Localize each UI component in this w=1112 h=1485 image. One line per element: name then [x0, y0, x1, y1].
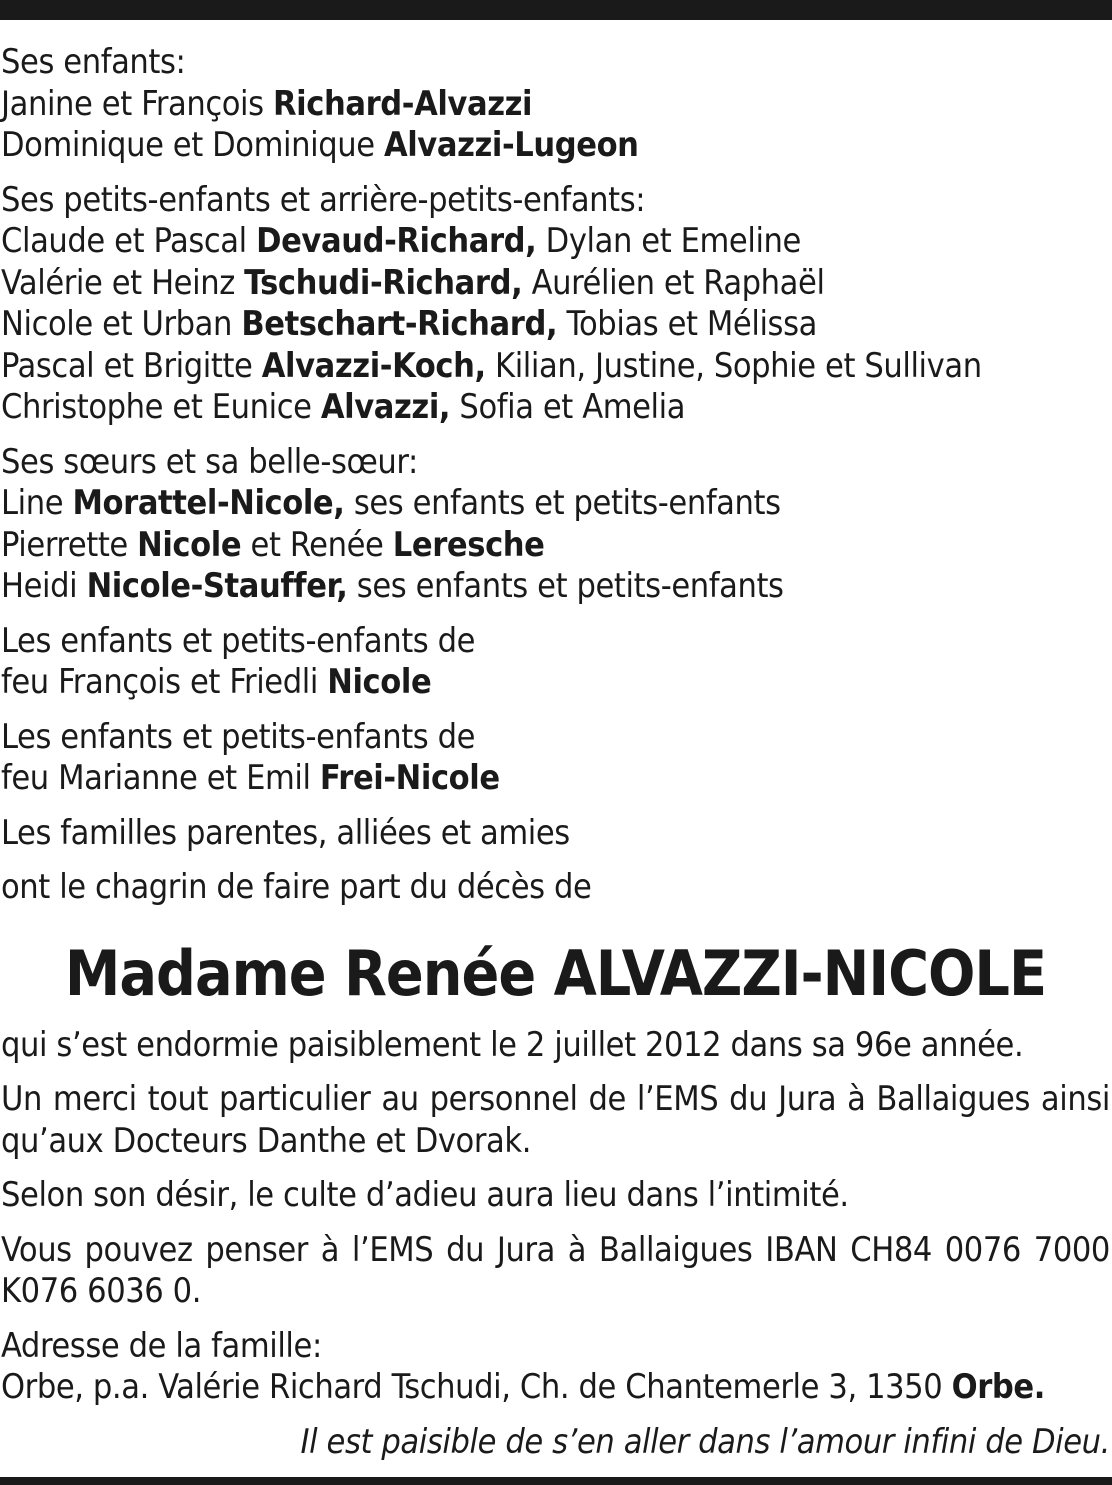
family-name: Alvazzi-Koch, — [261, 345, 486, 386]
family-line — [1, 483, 1110, 525]
family-line — [1, 221, 1110, 263]
given-names: feu Marianne et Emil — [1, 758, 320, 798]
children-names: Kilian, Justine, Sophie et Sullivan — [485, 345, 982, 386]
families-line: Les familles parentes, alliées et amies — [1, 812, 570, 853]
family-line — [1, 84, 1110, 126]
section-heading: Ses sœurs et sa belle-sœur: — [1, 441, 418, 482]
family-line — [1, 566, 1110, 608]
given-names: et Renée — [241, 524, 393, 565]
family-name: Nicole — [137, 524, 242, 565]
ceremony-line: Selon son désir, le culte d’adieu aura lieu dans l’intimité. — [1, 1175, 849, 1215]
donation-line-2: K076 6036 0. — [1, 1271, 202, 1311]
family-name: Morattel-Nicole, — [72, 483, 345, 523]
address-text: Orbe, p.a. Valérie Richard Tschudi, Ch. de Chantemerle 3, 1350 — [1, 1367, 952, 1407]
family-line — [1, 263, 1110, 305]
given-names: feu François et Friedli — [1, 662, 328, 702]
children-names: Dylan et Emeline — [536, 221, 801, 261]
address-section — [1, 1326, 1110, 1409]
passing-line: qui s’est endormie paisiblement le 2 juillet 2012 dans sa 96e année. — [1, 1024, 1024, 1065]
thanks-line-1: Un merci tout particulier au personnel de l’EMS du Jura à Ballaigues ainsi — [1, 1079, 1110, 1119]
given-names: Nicole et Urban — [1, 304, 242, 344]
top-rule — [0, 0, 1112, 20]
family-line — [1, 125, 1110, 167]
given-names: Dominique et Dominique — [1, 125, 384, 165]
deceased-name: Madame Renée ALVAZZI-NICOLE — [64, 936, 1047, 1010]
closing-verse: Il est paisible de s’en aller dans l’amour infini de Dieu. — [300, 1421, 1110, 1462]
section-heading: Ses enfants: — [1, 42, 186, 82]
given-names: Janine et François — [1, 83, 274, 124]
children-names: Aurélien et Raphaël — [522, 262, 825, 303]
donation-paragraph — [1, 1230, 1110, 1313]
children-names: Sofia et Amelia — [450, 387, 686, 427]
family-name: Frei-Nicole — [319, 758, 500, 798]
family-name: Richard-Alvazzi — [273, 83, 533, 124]
children-names: Tobias et Mélissa — [557, 304, 817, 344]
children-names: ses enfants et petits-enfants — [344, 483, 781, 523]
given-names: Valérie et Heinz — [1, 262, 245, 303]
given-names: Christophe et Eunice — [1, 387, 321, 427]
family-name: Nicole-Stauffer, — [86, 566, 348, 606]
bottom-rule — [0, 1477, 1112, 1485]
family-name: Tschudi-Richard, — [244, 262, 523, 303]
family-line — [1, 346, 1110, 388]
family-name: Leresche — [392, 524, 545, 565]
thanks-paragraph — [1, 1079, 1110, 1162]
family-name: Alvazzi, — [320, 387, 451, 427]
section-heading: Adresse de la famille: — [1, 1325, 322, 1366]
family-name: Nicole — [327, 662, 432, 702]
given-names: Heidi — [1, 566, 87, 606]
family-line — [1, 662, 1110, 704]
family-line — [1, 387, 1110, 429]
address-line — [1, 1367, 1110, 1409]
children-names: ses enfants et petits-enfants — [347, 566, 784, 606]
obituary-notice — [1, 42, 1110, 1463]
children-section — [1, 42, 1110, 167]
family-name: Betschart-Richard, — [241, 304, 558, 344]
family-line — [1, 525, 1110, 567]
family-section — [1, 621, 1110, 704]
family-text: Les enfants et petits-enfants de — [1, 716, 476, 757]
given-names: Claude et Pascal — [1, 221, 257, 261]
thanks-line-2: qu’aux Docteurs Danthe et Dvorak. — [1, 1120, 532, 1161]
family-line — [1, 304, 1110, 346]
family-name: Devaud-Richard, — [256, 221, 537, 261]
family-line — [1, 758, 1110, 800]
given-names: Pierrette — [1, 524, 138, 565]
family-text: Les enfants et petits-enfants de — [1, 620, 476, 661]
family-name: Alvazzi-Lugeon — [383, 125, 639, 165]
given-names: Line — [1, 483, 73, 523]
given-names: Pascal et Brigitte — [1, 345, 262, 386]
announcement-line: ont le chagrin de faire part du décès de — [1, 867, 592, 907]
grandchildren-section — [1, 180, 1110, 429]
family-section — [1, 717, 1110, 800]
address-city: Orbe. — [951, 1367, 1045, 1407]
sisters-section — [1, 442, 1110, 608]
donation-line-1: Vous pouvez penser à l’EMS du Jura à Ballaigues IBAN CH84 0076 7000 — [1, 1229, 1110, 1270]
section-heading: Ses petits-enfants et arrière-petits-enfants: — [1, 179, 646, 220]
